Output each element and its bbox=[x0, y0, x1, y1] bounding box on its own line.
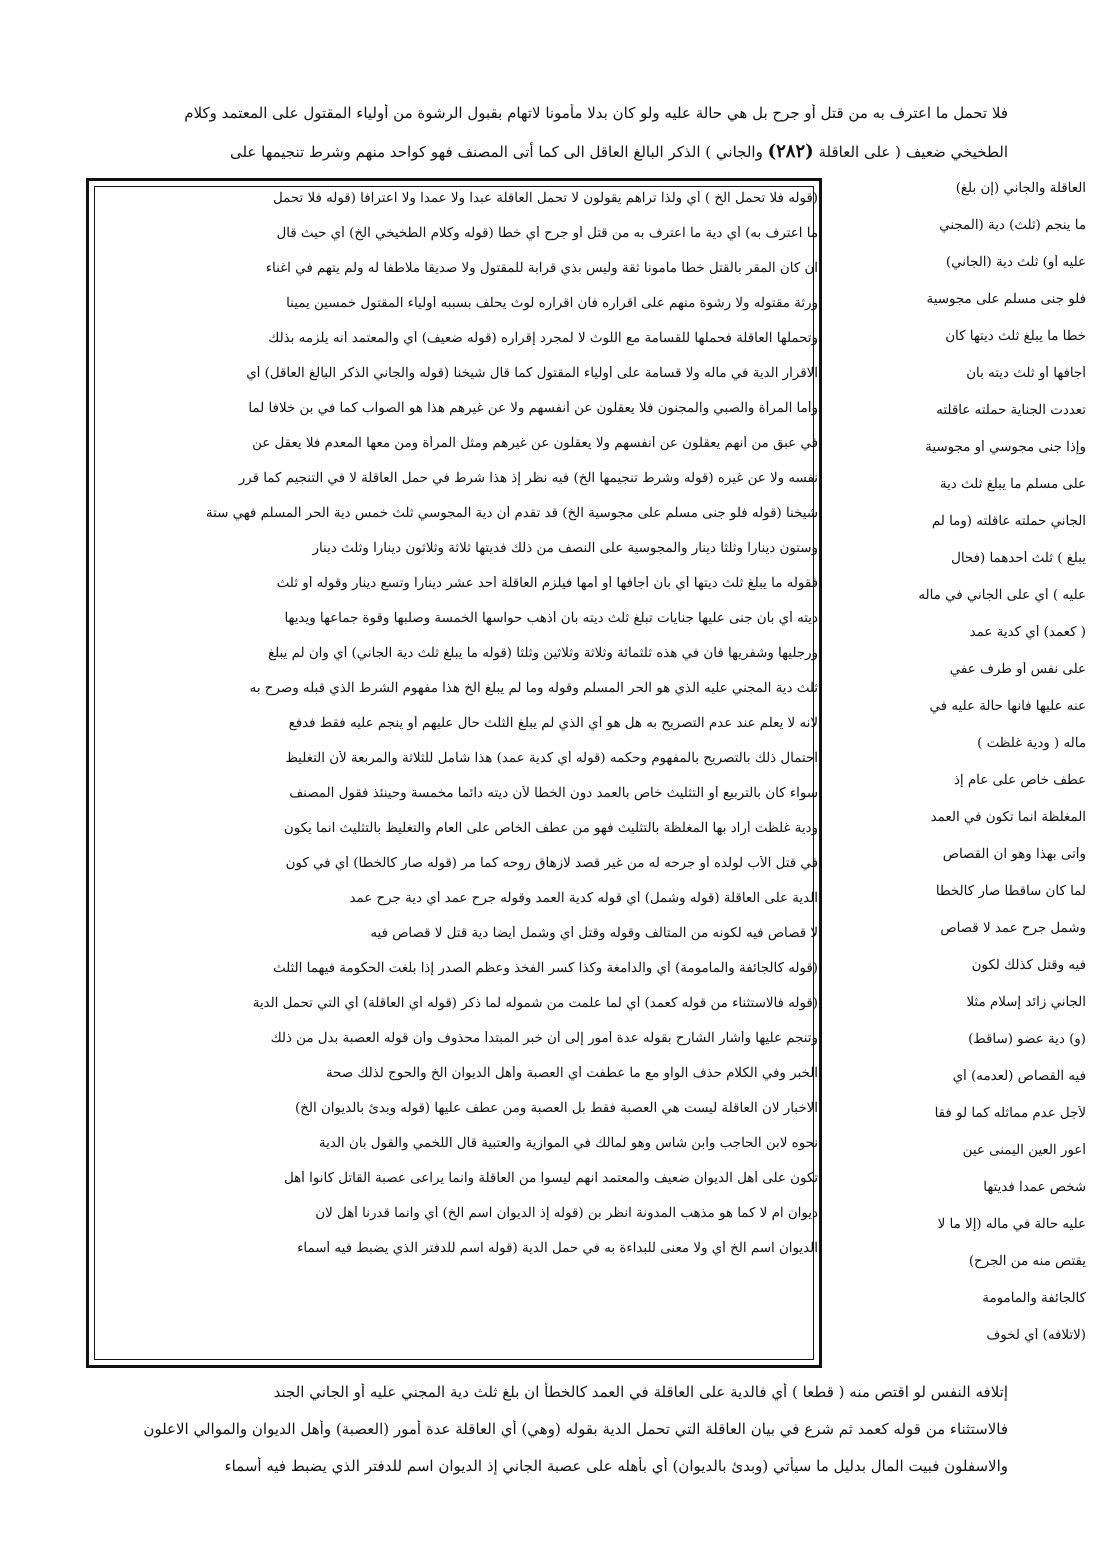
main-commentary-line: ما اعترف به) أي دية ما اعترف به من قتل أو جرح أي خطأ (قوله وكلام الطخيخي الخ) أي حيث قال bbox=[276, 226, 818, 241]
margin-commentary-line: وشمل جرح عمد لا قصاص bbox=[940, 921, 1086, 936]
margin-commentary-line: عليه حالة في ماله (إلا ما لا bbox=[937, 1217, 1086, 1232]
margin-commentary-line: أجافها أو ثلث ديته بأن bbox=[966, 366, 1086, 381]
main-commentary-line: نفسه ولا عن غيره (قوله وشرط تنجيمها الخ) فيه نظر إذ هذا شرط في حمل العاقلة لا في التنجيم كما قرر bbox=[238, 471, 818, 486]
main-commentary-line: وتنجم عليها وأشار الشارح بقوله عدة أمور إلى أن خبر المبتدأ محذوف وأن قوله العصبة بدل من ذلك bbox=[270, 1031, 818, 1046]
main-commentary-line: احتمال ذلك بالتصريح بالمفهوم وحكمه (قوله أي كدية عمد) هذا شامل للثلاثة والمربعة لأن التغليظ bbox=[285, 751, 818, 766]
page-number: (٢٨٢) bbox=[767, 141, 814, 162]
main-commentary-line: (قوله كالجائفة والمأمومة) أي والدامغة وكذا كسر الفخذ وعظم الصدر إذا بلغت الحكومة فيهما الثلث bbox=[272, 961, 818, 976]
margin-commentary-line: عليه أو) ثلث دية (الجاني) bbox=[945, 255, 1086, 270]
main-commentary-line: ديته أي بأن جنى عليها جنايات تبلغ ثلث ديته بان أذهب حواسها الخمسة وصلبها وقوة جماعها ويديها bbox=[284, 611, 818, 626]
main-commentary-line: وتحملها العاقلة فحملها للقسامة مع اللوث لا لمجرد إقراره (قوله ضعيف) أي والمعتمد أنه يلزمه بذلك bbox=[268, 331, 818, 346]
margin-commentary-line: الجاني حملته عاقلته (وما لم bbox=[931, 514, 1086, 529]
margin-commentary-line: لأجل عدم مماثله كما لو فقأ bbox=[934, 1106, 1086, 1121]
main-commentary-line: نحوه لابن الحاجب وابن شاس وهو لمالك في الموازية والعتبية قال اللخمي والقول بان الدية bbox=[318, 1136, 818, 1151]
main-commentary-line: وستون دينارا وثلثا دينار والمجوسية على النصف من ذلك فديتها ثلاثة وثلاثون دينارا وثلث دينار bbox=[312, 541, 818, 556]
main-commentary-line: لانه لا يعلم عند عدم التصريح به هل هو أي الذي لم يبلغ الثلث حال عليهم أو ينجم عليه فقط فدفع bbox=[288, 716, 818, 731]
main-commentary-line: الاخبار لان العاقلة ليست هي العصبة فقط بل العصبة ومن عطف عليها (قوله وبدئ بالديوان الخ) bbox=[295, 1101, 818, 1116]
main-commentary-line: ودية غلظت أراد بها المغلظة بالتثليث فهو من عطف الخاص على العام والتغليظ بالتثليث انما يكون bbox=[283, 821, 818, 836]
margin-commentary-line: المغلظة انما تكون في العمد bbox=[930, 810, 1086, 825]
margin-commentary-line: شخص عمدا فديتها bbox=[983, 1180, 1086, 1195]
margin-commentary-line: الجاني زائد إسلام مثلا bbox=[966, 995, 1086, 1010]
margin-commentary-line: فيه وقتل كذلك لكون bbox=[971, 958, 1086, 973]
margin-commentary-line: ( كعمد) أي كدية عمد bbox=[969, 625, 1086, 640]
main-commentary-line: سواء كان بالتربيع أو التثليث خاص بالعمد دون الخطأ لأن ديته دائما مخمسة وحينئذ فقول المصنف bbox=[289, 786, 818, 801]
main-commentary-line: الاقرار الدية في ماله ولا قسامة على أولياء المقتول كما قال شيخنا (قوله والجاني الذكر البالغ العاقل) أي bbox=[246, 366, 818, 381]
header-line-1: فلا تحمل ما اعترف به من قتل أو جرح بل هي حالة عليه ولو كان بدلا مأمونا لاتهام بقبول الرشوة من أولياء المقتول على المعتمد وكلام bbox=[184, 104, 1008, 122]
main-commentary-line: ورثة مقتوله ولا رشوة منهم على اقراره فان اقراره لوث يحلف بسببه أولياء المقتول خمسين يمينا bbox=[286, 296, 818, 311]
margin-commentary-line: فيه القصاص (لعدمه) أي bbox=[952, 1069, 1086, 1084]
margin-commentary-line: أعور العين اليمنى عين bbox=[962, 1143, 1086, 1158]
main-commentary-line: فقوله ما يبلغ ثلث ديتها أي بأن أجافها أو أمها فيلزم العاقلة أحد عشر دينارا وتسع دينار وقوله أو ثلث bbox=[276, 576, 818, 591]
margin-commentary-line: (لاتلافه) أي لخوف bbox=[986, 1328, 1086, 1343]
main-commentary-line: تكون على أهل الديوان ضعيف والمعتمد انهم ليسوا من العاقلة وانما يراعى عصبة القاتل كانوا أهل bbox=[283, 1171, 818, 1186]
margin-commentary-line: وأتى بهذا وهو ان القصاص bbox=[942, 847, 1086, 862]
main-commentary-line: الدية على العاقلة (قوله وشمل) أي قوله كدية العمد وقوله جرح عمد أي دية جرح عمد bbox=[349, 891, 818, 906]
margin-commentary-line: خطأ ما يبلغ ثلث ديتها كأن bbox=[945, 329, 1086, 344]
margin-commentary-line: لما كان ساقطا صار كالخطأ bbox=[935, 884, 1086, 899]
main-commentary-line: الديوان اسم الخ أي ولا معنى للبداءة به في حمل الدية (قوله اسم للدفتر الذي يضبط فيه أسماء bbox=[297, 1241, 818, 1256]
margin-commentary-line: وإذا جنى مجوسي أو مجوسية bbox=[925, 440, 1086, 455]
main-commentary-line: ورجليها وشفريها فان في هذه ثلثمائة وثلاثة وثلاثين وثلثا (قوله ما يبلغ ثلث دية الجاني) أي وان لم يبلغ bbox=[267, 646, 818, 661]
margin-commentary-line: عليه ) أي على الجاني في ماله bbox=[918, 588, 1086, 603]
margin-commentary-line: ماله ( ودية غلظت ) bbox=[977, 736, 1086, 751]
margin-commentary-line: يقتص منه من الجرح) bbox=[968, 1254, 1086, 1269]
margin-commentary-line: العاقلة والجاني (إن بلغ) bbox=[955, 181, 1086, 196]
main-commentary-line: ديوان ام لا كما هو مذهب المدونة انظر بن (قوله إذ الديوان اسم الخ) أي وانما قدرنا أهل لان bbox=[315, 1206, 818, 1221]
margin-commentary-line: على مسلم ما يبلغ ثلث دية bbox=[939, 477, 1086, 492]
main-commentary-line: الخبر وفي الكلام حذف الواو مع ما عطفت أي العصبة وأهل الديوان الخ والحوج لذلك صحة bbox=[325, 1066, 818, 1081]
footer-line: والاسفلون فبيت المال بدليل ما سيأتي (وبدئ بالديوان) أي بأهله على عصبة الجاني إذ الديوان اسم للدفتر الذي يضبط فيه أسماء bbox=[224, 1457, 1008, 1475]
main-commentary-line: ان كان المقر بالقتل خطأ مأمونا ثقة وليس بذي قرابة للمقتول ولا صديقا ملاطفا له ولم يتهم في اغناء bbox=[265, 261, 818, 276]
header-text-part-2: والجاني ) الذكر البالغ العاقل الى كما أتى المصنف فهو كواحد منهم وشرط تنجيمها على bbox=[229, 143, 763, 161]
margin-commentary-line: يبلغ ) ثلث أحدهما (فحال bbox=[951, 551, 1086, 566]
margin-commentary-line: فلو جنى مسلم على مجوسية bbox=[926, 292, 1086, 307]
main-commentary-line: ثلث دية المجني عليه الذي هو الحر المسلم وقوله وما لم يبلغ الخ هذا مفهوم الشرط الذي قبله وصرح به bbox=[249, 681, 818, 696]
main-commentary-line: لا قصاص فيه لكونه من المتالف وقوله وقتل أي وشمل أيضا دية قتل لا قصاص فيه bbox=[370, 926, 818, 941]
main-commentary-line: وأما المرأة والصبي والمجنون فلا يعقلون عن أنفسهم ولا عن غيرهم هذا هو الصواب كما في بن خلافا لما bbox=[248, 401, 818, 416]
main-commentary-line: في عبق من أنهم يعقلون عن أنفسهم ولا يعقلون عن غيرهم ومثل المرأة ومن معها المعدم فلا يعقل عن bbox=[252, 436, 818, 451]
margin-commentary-line: كالجائفة والمأمومة bbox=[982, 1291, 1086, 1306]
main-commentary-line: شيخنا (قوله فلو جنى مسلم على مجوسية الخ) قد تقدم أن دية المجوسي ثلث خمس دية الحر المسلم فهي ستة bbox=[205, 506, 818, 521]
margin-commentary-line: تعددت الجناية حملته عاقلته bbox=[936, 403, 1086, 418]
footer-line: فالاستثناء من قوله كعمد ثم شرع في بيان العاقلة التي تحمل الدية بقوله (وهي) أي العاقلة عدة أمور (العصبة) وأهل الديوان والموالي الاعلون bbox=[143, 1420, 1008, 1438]
margin-commentary-line: على نفس أو طرف عفي bbox=[949, 662, 1086, 677]
header-text-part-1: الطخيخي ضعيف ( على العاقلة bbox=[818, 143, 1008, 161]
margin-commentary-line: عنه عليها فانها حالة عليه في bbox=[929, 699, 1086, 714]
footer-line: إتلافه النفس لو اقتص منه ( قطعا ) أي فالدية على العاقلة في العمد كالخطأ ان بلغ ثلث دية المجني عليه أو الجاني الجند bbox=[273, 1383, 1008, 1401]
margin-commentary-line: ما ينجم (ثلث) دية (المجني bbox=[939, 218, 1086, 233]
margin-commentary-line: (و) دية عضو (ساقط) bbox=[968, 1032, 1086, 1047]
margin-commentary-line: عطف خاص على عام إذ bbox=[953, 773, 1086, 788]
main-commentary-line: (قوله فلا تحمل الخ ) أي ولذا تراهم يقولون لا تحمل العاقلة عبدا ولا عمدا ولا اعترافا (قوله فلا تحمل bbox=[272, 191, 818, 206]
main-commentary-line: (قوله فالاستثناء من قوله كعمد) أي لما علمت من شموله لما ذكر (قوله أي العاقلة) أي التي تحمل الدية bbox=[252, 996, 818, 1011]
main-commentary-line: في قتل الأب لولده أو جرحه له من غير قصد لازهاق روحه كما مر (قوله صار كالخطأ) أي في كون bbox=[285, 856, 818, 871]
